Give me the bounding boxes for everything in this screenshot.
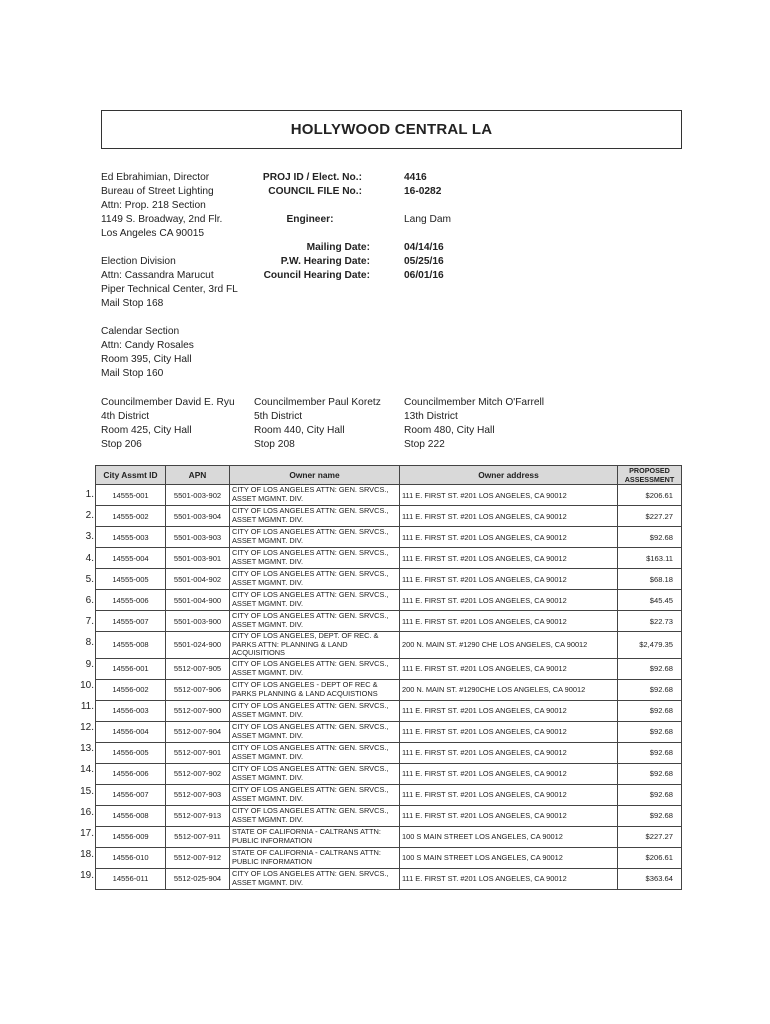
cell-city-assmt-id: 14556-002 bbox=[96, 679, 166, 700]
table-body bbox=[96, 485, 682, 890]
table-row bbox=[96, 658, 682, 679]
address-line: Mail Stop 160 bbox=[101, 368, 164, 379]
cell-proposed-assessment: $92.68 bbox=[618, 527, 682, 548]
document-title-box bbox=[101, 110, 682, 149]
address-calendar-section bbox=[101, 325, 194, 381]
row-number: 4. bbox=[85, 552, 94, 564]
cell-owner-address: 200 N. MAIN ST. #1290CHE LOS ANGELES, CA 90012 bbox=[400, 679, 618, 700]
councilmember-line: 13th District bbox=[404, 411, 458, 422]
cell-proposed-assessment: $92.68 bbox=[618, 679, 682, 700]
cell-proposed-assessment: $92.68 bbox=[618, 658, 682, 679]
cell-owner-address: 200 N. MAIN ST. #1290 CHE LOS ANGELES, CA 90012 bbox=[400, 632, 618, 659]
cell-apn: 5501-024-900 bbox=[166, 632, 230, 659]
cell-owner-name: CITY OF LOS ANGELES ATTN: GEN. SRVCS., ASSET MGMNT. DIV. bbox=[230, 548, 400, 569]
cell-owner-name: CITY OF LOS ANGELES ATTN: GEN. SRVCS., ASSET MGMNT. DIV. bbox=[230, 485, 400, 506]
header-owner-name: Owner name bbox=[230, 466, 400, 485]
row-number: 16. bbox=[80, 806, 94, 818]
row-number: 3. bbox=[85, 531, 94, 543]
cell-apn: 5501-003-900 bbox=[166, 611, 230, 632]
cell-apn: 5501-004-902 bbox=[166, 569, 230, 590]
table-row bbox=[96, 868, 682, 889]
header-proposed-assessment: PROPOSED ASSESSMENT bbox=[618, 466, 682, 485]
cell-owner-name: CITY OF LOS ANGELES ATTN: GEN. SRVCS., ASSET MGMNT. DIV. bbox=[230, 721, 400, 742]
row-number: 2. bbox=[85, 510, 94, 522]
row-number-column bbox=[72, 484, 94, 887]
cell-proposed-assessment: $2,479.35 bbox=[618, 632, 682, 659]
address-election-division bbox=[101, 255, 238, 311]
cell-apn: 5512-007-903 bbox=[166, 784, 230, 805]
council-file-label: COUNCIL FILE No.: bbox=[268, 186, 362, 197]
table-row bbox=[96, 679, 682, 700]
cell-owner-address: 111 E. FIRST ST. #201 LOS ANGELES, CA 90012 bbox=[400, 506, 618, 527]
cell-apn: 5501-003-903 bbox=[166, 527, 230, 548]
row-number: 15. bbox=[80, 785, 94, 797]
header-apn: APN bbox=[166, 466, 230, 485]
cell-owner-name: CITY OF LOS ANGELES ATTN: GEN. SRVCS., ASSET MGMNT. DIV. bbox=[230, 569, 400, 590]
councilmember-line: Room 425, City Hall bbox=[101, 425, 192, 436]
table-row bbox=[96, 527, 682, 548]
cell-owner-address: 111 E. FIRST ST. #201 LOS ANGELES, CA 90012 bbox=[400, 611, 618, 632]
councilmember-line: Councilmember Paul Koretz bbox=[254, 397, 381, 408]
councilmember-line: Stop 222 bbox=[404, 439, 445, 450]
councilmember-line: Stop 208 bbox=[254, 439, 295, 450]
cell-city-assmt-id: 14555-007 bbox=[96, 611, 166, 632]
table-row bbox=[96, 763, 682, 784]
address-line: Election Division bbox=[101, 256, 176, 267]
cell-owner-name: CITY OF LOS ANGELES ATTN: GEN. SRVCS., ASSET MGMNT. DIV. bbox=[230, 590, 400, 611]
table-row bbox=[96, 826, 682, 847]
cell-city-assmt-id: 14555-006 bbox=[96, 590, 166, 611]
table-row bbox=[96, 742, 682, 763]
cell-apn: 5512-007-906 bbox=[166, 679, 230, 700]
councilmember-line: Room 440, City Hall bbox=[254, 425, 345, 436]
cell-apn: 5512-007-904 bbox=[166, 721, 230, 742]
cell-owner-name: CITY OF LOS ANGELES ATTN: GEN. SRVCS., ASSET MGMNT. DIV. bbox=[230, 763, 400, 784]
cell-owner-address: 111 E. FIRST ST. #201 LOS ANGELES, CA 90012 bbox=[400, 784, 618, 805]
cell-apn: 5512-007-911 bbox=[166, 826, 230, 847]
cell-owner-address: 111 E. FIRST ST. #201 LOS ANGELES, CA 90012 bbox=[400, 721, 618, 742]
cell-apn: 5501-003-901 bbox=[166, 548, 230, 569]
address-line: 1149 S. Broadway, 2nd Flr. bbox=[101, 214, 223, 225]
row-number: 13. bbox=[80, 743, 94, 755]
address-line: Calendar Section bbox=[101, 326, 180, 337]
mailing-date-value: 04/14/16 bbox=[404, 242, 444, 253]
engineer-value-block bbox=[404, 213, 451, 227]
cell-city-assmt-id: 14555-004 bbox=[96, 548, 166, 569]
councilmember-line: 4th District bbox=[101, 411, 150, 422]
cell-city-assmt-id: 14556-003 bbox=[96, 700, 166, 721]
cell-owner-address: 111 E. FIRST ST. #201 LOS ANGELES, CA 90012 bbox=[400, 700, 618, 721]
cell-city-assmt-id: 14556-011 bbox=[96, 868, 166, 889]
cell-apn: 5512-025-904 bbox=[166, 868, 230, 889]
table-row bbox=[96, 721, 682, 742]
cell-owner-name: CITY OF LOS ANGELES ATTN: GEN. SRVCS., ASSET MGMNT. DIV. bbox=[230, 658, 400, 679]
address-street-lighting bbox=[101, 171, 222, 241]
table-row bbox=[96, 700, 682, 721]
cell-owner-name: CITY OF LOS ANGELES ATTN: GEN. SRVCS., ASSET MGMNT. DIV. bbox=[230, 784, 400, 805]
cell-proposed-assessment: $227.27 bbox=[618, 506, 682, 527]
cell-city-assmt-id: 14555-005 bbox=[96, 569, 166, 590]
councilmember-line: Councilmember David E. Ryu bbox=[101, 397, 235, 408]
cell-owner-name: CITY OF LOS ANGELES - DEPT OF REC & PARKS PLANNING & LAND ACQUISTIONS bbox=[230, 679, 400, 700]
row-number: 11. bbox=[80, 700, 94, 712]
cell-city-assmt-id: 14556-008 bbox=[96, 805, 166, 826]
table-row bbox=[96, 611, 682, 632]
councilmember-line: Stop 206 bbox=[101, 439, 142, 450]
row-number: 18. bbox=[80, 849, 94, 861]
cell-proposed-assessment: $92.68 bbox=[618, 742, 682, 763]
council-hearing-value: 06/01/16 bbox=[404, 270, 444, 281]
project-labels bbox=[240, 171, 362, 199]
cell-proposed-assessment: $92.68 bbox=[618, 763, 682, 784]
date-labels bbox=[240, 241, 370, 283]
table-header-row bbox=[96, 466, 682, 485]
cell-owner-name: CITY OF LOS ANGELES ATTN: GEN. SRVCS., ASSET MGMNT. DIV. bbox=[230, 506, 400, 527]
cell-apn: 5512-007-901 bbox=[166, 742, 230, 763]
proj-id-value: 4416 bbox=[404, 172, 427, 183]
cell-proposed-assessment: $227.27 bbox=[618, 826, 682, 847]
table-row bbox=[96, 784, 682, 805]
row-number: 14. bbox=[80, 764, 94, 776]
council-hearing-label: Council Hearing Date: bbox=[263, 270, 370, 281]
row-number: 19. bbox=[80, 870, 94, 882]
cell-owner-address: 111 E. FIRST ST. #201 LOS ANGELES, CA 90012 bbox=[400, 658, 618, 679]
cell-owner-name: CITY OF LOS ANGELES ATTN: GEN. SRVCS., ASSET MGMNT. DIV. bbox=[230, 700, 400, 721]
table-row bbox=[96, 632, 682, 659]
cell-city-assmt-id: 14556-009 bbox=[96, 826, 166, 847]
councilmember-ryu bbox=[101, 396, 235, 452]
councilmember-line: 5th District bbox=[254, 411, 303, 422]
councilmember-koretz bbox=[254, 396, 381, 452]
cell-owner-address: 111 E. FIRST ST. #201 LOS ANGELES, CA 90012 bbox=[400, 805, 618, 826]
council-file-value: 16-0282 bbox=[404, 186, 442, 197]
table-row bbox=[96, 847, 682, 868]
address-line: Mail Stop 168 bbox=[101, 298, 164, 309]
cell-owner-address: 100 S MAIN STREET LOS ANGELES, CA 90012 bbox=[400, 847, 618, 868]
cell-city-assmt-id: 14556-006 bbox=[96, 763, 166, 784]
cell-owner-address: 111 E. FIRST ST. #201 LOS ANGELES, CA 90012 bbox=[400, 763, 618, 784]
cell-owner-address: 111 E. FIRST ST. #201 LOS ANGELES, CA 90012 bbox=[400, 590, 618, 611]
cell-owner-name: CITY OF LOS ANGELES ATTN: GEN. SRVCS., ASSET MGMNT. DIV. bbox=[230, 805, 400, 826]
cell-apn: 5501-003-904 bbox=[166, 506, 230, 527]
cell-owner-name: CITY OF LOS ANGELES ATTN: GEN. SRVCS., ASSET MGMNT. DIV. bbox=[230, 868, 400, 889]
table-row bbox=[96, 569, 682, 590]
cell-city-assmt-id: 14555-002 bbox=[96, 506, 166, 527]
cell-apn: 5501-004-900 bbox=[166, 590, 230, 611]
cell-proposed-assessment: $92.68 bbox=[618, 700, 682, 721]
councilmember-ofarrell bbox=[404, 396, 544, 452]
row-number: 9. bbox=[85, 658, 94, 670]
header-owner-address: Owner address bbox=[400, 466, 618, 485]
row-number: 8. bbox=[85, 637, 94, 649]
cell-owner-name: CITY OF LOS ANGELES ATTN: GEN. SRVCS., ASSET MGMNT. DIV. bbox=[230, 611, 400, 632]
cell-apn: 5512-007-902 bbox=[166, 763, 230, 784]
row-number: 10. bbox=[80, 679, 94, 691]
cell-owner-name: STATE OF CALIFORNIA - CALTRANS ATTN: PUBLIC INFORMATION bbox=[230, 826, 400, 847]
table-row bbox=[96, 805, 682, 826]
engineer-label-block bbox=[240, 213, 380, 227]
table-row bbox=[96, 506, 682, 527]
councilmember-line: Councilmember Mitch O'Farrell bbox=[404, 397, 545, 408]
cell-city-assmt-id: 14555-001 bbox=[96, 485, 166, 506]
cell-owner-address: 100 S MAIN STREET LOS ANGELES, CA 90012 bbox=[400, 826, 618, 847]
row-number: 12. bbox=[80, 722, 94, 734]
row-number: 1. bbox=[85, 489, 94, 500]
address-line: Los Angeles CA 90015 bbox=[101, 228, 205, 239]
project-values bbox=[404, 171, 441, 199]
cell-proposed-assessment: $45.45 bbox=[618, 590, 682, 611]
proj-id-label: PROJ ID / Elect. No.: bbox=[262, 172, 362, 183]
councilmember-line: Room 480, City Hall bbox=[404, 425, 495, 436]
table-row bbox=[96, 485, 682, 506]
address-line: Bureau of Street Lighting bbox=[101, 186, 214, 197]
address-line: Attn: Prop. 218 Section bbox=[101, 200, 206, 211]
address-line: Attn: Candy Rosales bbox=[101, 340, 194, 351]
cell-apn: 5512-007-905 bbox=[166, 658, 230, 679]
cell-city-assmt-id: 14556-010 bbox=[96, 847, 166, 868]
cell-owner-address: 111 E. FIRST ST. #201 LOS ANGELES, CA 90012 bbox=[400, 527, 618, 548]
cell-city-assmt-id: 14556-004 bbox=[96, 721, 166, 742]
cell-proposed-assessment: $68.18 bbox=[618, 569, 682, 590]
address-line: Attn: Cassandra Marucut bbox=[101, 270, 214, 281]
cell-city-assmt-id: 14555-008 bbox=[96, 632, 166, 659]
cell-apn: 5501-003-902 bbox=[166, 485, 230, 506]
cell-owner-address: 111 E. FIRST ST. #201 LOS ANGELES, CA 90012 bbox=[400, 485, 618, 506]
row-number: 5. bbox=[85, 573, 94, 585]
cell-owner-address: 111 E. FIRST ST. #201 LOS ANGELES, CA 90012 bbox=[400, 742, 618, 763]
cell-proposed-assessment: $206.61 bbox=[618, 847, 682, 868]
address-line: Room 395, City Hall bbox=[101, 354, 192, 365]
cell-proposed-assessment: $206.61 bbox=[618, 485, 682, 506]
address-line: Ed Ebrahimian, Director bbox=[101, 172, 210, 183]
address-line: Piper Technical Center, 3rd FL bbox=[101, 284, 238, 295]
date-values bbox=[404, 241, 444, 283]
engineer-value: Lang Dam bbox=[404, 214, 452, 225]
cell-owner-name: STATE OF CALIFORNIA - CALTRANS ATTN: PUBLIC INFORMATION bbox=[230, 847, 400, 868]
cell-city-assmt-id: 14556-001 bbox=[96, 658, 166, 679]
pw-hearing-label: P.W. Hearing Date: bbox=[280, 256, 370, 267]
cell-apn: 5512-007-900 bbox=[166, 700, 230, 721]
cell-city-assmt-id: 14556-007 bbox=[96, 784, 166, 805]
cell-owner-name: CITY OF LOS ANGELES ATTN: GEN. SRVCS., ASSET MGMNT. DIV. bbox=[230, 742, 400, 763]
row-number: 6. bbox=[85, 594, 94, 606]
header-city-assmt-id: City Assmt ID bbox=[96, 466, 166, 485]
cell-owner-address: 111 E. FIRST ST. #201 LOS ANGELES, CA 90012 bbox=[400, 548, 618, 569]
pw-hearing-value: 05/25/16 bbox=[404, 256, 444, 267]
mailing-date-label: Mailing Date: bbox=[306, 242, 370, 253]
cell-city-assmt-id: 14556-005 bbox=[96, 742, 166, 763]
cell-owner-address: 111 E. FIRST ST. #201 LOS ANGELES, CA 90012 bbox=[400, 868, 618, 889]
document-title: HOLLYWOOD CENTRAL LA bbox=[290, 121, 493, 138]
table-row bbox=[96, 548, 682, 569]
cell-owner-name: CITY OF LOS ANGELES ATTN: GEN. SRVCS., ASSET MGMNT. DIV. bbox=[230, 527, 400, 548]
cell-proposed-assessment: $92.68 bbox=[618, 805, 682, 826]
assessment-table bbox=[95, 465, 682, 890]
row-number: 17. bbox=[80, 828, 94, 839]
row-number: 7. bbox=[85, 616, 94, 628]
cell-proposed-assessment: $363.64 bbox=[618, 868, 682, 889]
cell-proposed-assessment: $163.11 bbox=[618, 548, 682, 569]
engineer-label: Engineer: bbox=[286, 214, 334, 225]
cell-proposed-assessment: $22.73 bbox=[618, 611, 682, 632]
cell-city-assmt-id: 14555-003 bbox=[96, 527, 166, 548]
cell-proposed-assessment: $92.68 bbox=[618, 784, 682, 805]
cell-proposed-assessment: $92.68 bbox=[618, 721, 682, 742]
cell-apn: 5512-007-913 bbox=[166, 805, 230, 826]
cell-owner-name: CITY OF LOS ANGELES, DEPT. OF REC. & PARKS ATTN: PLANNING & LAND ACQUISITIONS bbox=[230, 632, 400, 659]
cell-apn: 5512-007-912 bbox=[166, 847, 230, 868]
cell-owner-address: 111 E. FIRST ST. #201 LOS ANGELES, CA 90012 bbox=[400, 569, 618, 590]
table-row bbox=[96, 590, 682, 611]
